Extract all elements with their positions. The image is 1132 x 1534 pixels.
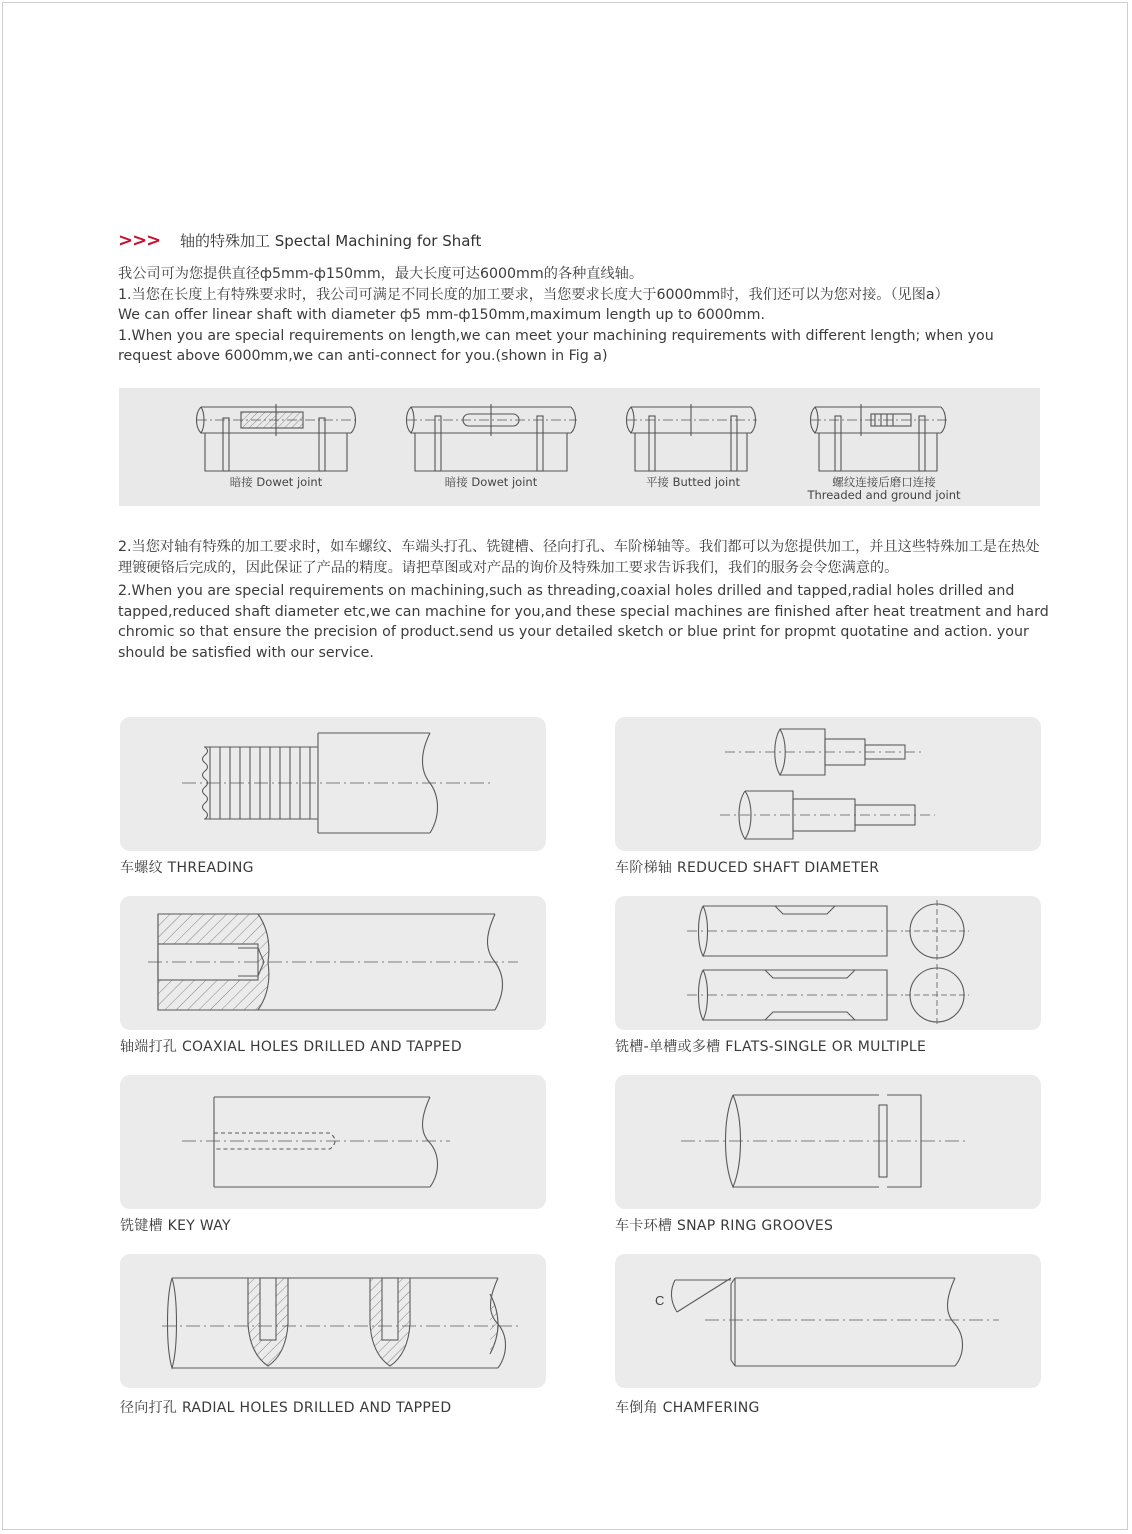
radial-holes-card [120, 1254, 546, 1388]
joint-label-1: 暗接 Dowet joint [229, 475, 323, 489]
intro-line-1: 我公司可为您提供直径ф5mm-ф150mm，最大长度可达6000mm的各种直线轴。 [118, 266, 644, 282]
arrows-icon: >>> [118, 229, 161, 251]
intro-line-4: 1.When you are special requirements on length,we can meet your machining requirements with different length; when you request above 6000mm,we can anti-connect for you.(shown in Fig a) [118, 327, 994, 364]
flats-caption: 铣槽-单槽或多槽 FLATS-SINGLE OR MULTIPLE [615, 1039, 927, 1055]
reduced-diameter-card [615, 717, 1041, 851]
threading-drawing [120, 717, 546, 851]
dowel-joint-figure-1 [197, 404, 358, 471]
machining-en: 2.When you are special requirements on machining,such as threading,coaxial holes drilled and tapped,radial holes drilled and tapped,reduced shaft diameter etc,we can machine for you,and these special machines are finished after heat treatment and hard chromic so that ensure the precision of product.send us your detailed sketch or blue print for propmt quotatine and action. your should be satisfied with our service. [118, 583, 1049, 661]
keyway-caption: 铣键槽 KEY WAY [120, 1218, 231, 1234]
chamfering-drawing [615, 1254, 1041, 1388]
joint-figure-panel [119, 388, 1040, 506]
chamfer-c-label: C [655, 1293, 665, 1308]
section-header [118, 228, 481, 252]
machining-cn: 2.当您对轴有特殊的加工要求时，如车螺纹、车端头打孔、铣键槽、径向打孔、车阶梯轴等。我们都可以为您提供加工，并且这些特殊加工是在热处理镀硬铬后完成的，因此保证了产品的精度。请把草图或对产品的询价及特殊加工要求告诉我们，我们的服务会令您满意的。 [118, 539, 1040, 576]
intro-line-3: We can offer linear shaft with diameter ф5 mm-ф150mm,maximum length up to 6000mm. [118, 307, 765, 323]
chamfering-card [615, 1254, 1041, 1388]
butted-joint-figure [627, 404, 758, 471]
flats-drawing [615, 896, 1041, 1030]
threading-card [120, 717, 546, 851]
threaded-joint-figure [811, 404, 948, 471]
coaxial-holes-caption: 轴端打孔 COAXIAL HOLES DRILLED AND TAPPED [120, 1039, 462, 1055]
threading-caption: 车螺纹 THREADING [120, 860, 254, 876]
coaxial-holes-drawing [120, 896, 546, 1030]
keyway-card [120, 1075, 546, 1209]
section-title: 轴的特殊加工 Spectal Machining for Shaft [180, 231, 482, 250]
dowel-joint-figure-2 [407, 404, 578, 471]
coaxial-holes-card [120, 896, 546, 1030]
flats-card [615, 896, 1041, 1030]
chamfering-caption: 车倒角 CHAMFERING [615, 1400, 760, 1416]
joint-label-4: 螺纹连接后磨口连接 [832, 475, 936, 489]
joint-label-4-en: Threaded and ground joint [807, 488, 961, 502]
reduced-diameter-caption: 车阶梯轴 REDUCED SHAFT DIAMETER [615, 860, 880, 876]
snap-ring-drawing [615, 1075, 1041, 1209]
joint-label-2: 暗接 Dowet joint [444, 475, 538, 489]
snap-ring-caption: 车卡环槽 SNAP RING GROOVES [615, 1218, 834, 1234]
keyway-drawing [120, 1075, 546, 1209]
reduced-diameter-drawing [615, 717, 1041, 851]
radial-holes-caption: 径向打孔 RADIAL HOLES DRILLED AND TAPPED [120, 1400, 452, 1416]
radial-holes-drawing [120, 1254, 546, 1388]
intro-paragraph [118, 264, 1050, 367]
joint-label-3: 平接 Butted joint [645, 475, 741, 489]
machining-paragraph [118, 537, 1050, 663]
intro-line-2: 1.当您在长度上有特殊要求时，我公司可满足不同长度的加工要求，当您要求长度大于6000mm时，我们还可以为您对接。（见图a） [118, 286, 949, 303]
snap-ring-card [615, 1075, 1041, 1209]
